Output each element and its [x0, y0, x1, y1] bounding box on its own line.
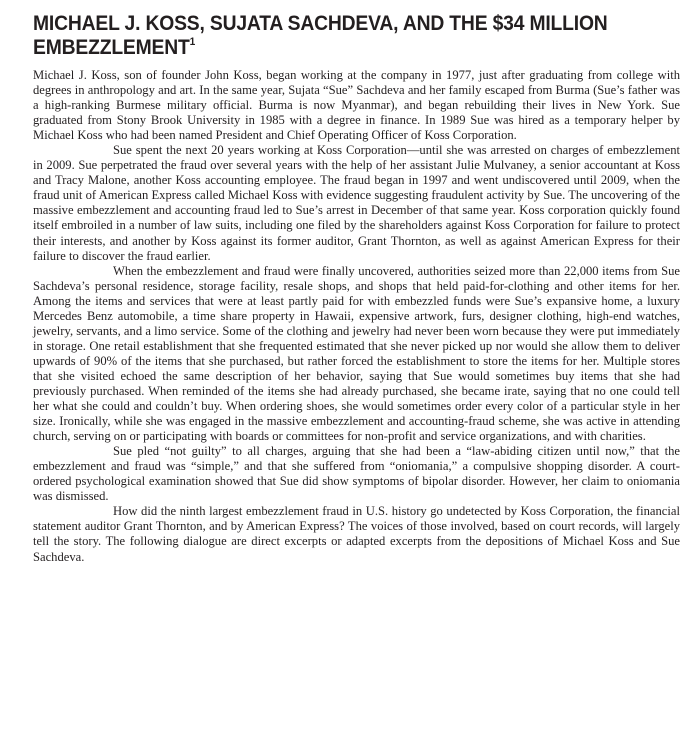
title-text: MICHAEL J. KOSS, SUJATA SACHDEVA, AND THE $34 MILLION EMBEZZLEMENT: [33, 12, 608, 59]
paragraph-2: Sue spent the next 20 years working at Koss Corporation—until she was arrested on charges of embezzlement in 2009. Sue perpetrated the fraud over several years with the help of her assistant Julie Mulvaney, a senior accountant at Koss and Tracy Malone, another Koss accounting employee. The fraud began in 1997 and went undiscovered until 2009, when the fraud unit of American Express called Michael Koss with evidence suggesting fraudulent activity by Sue. The uncovering of the massive embezzlement and accounting fraud led to Sue’s arrest in December of that same year. Koss corporation quickly found itself embroiled in a number of law suits, including one filed by the shareholders against Koss Corporation for failure to protect their interests, and another by Koss against its former auditor, Grant Thornton, as well as against American Express for their failure to discover the fraud earlier.: [33, 143, 680, 263]
paragraph-4: Sue pled “not guilty” to all charges, arguing that she had been a “law-abiding citizen until now,” that the embezzlement and fraud was “simple,” and that she suffered from “oniomania,” a compulsive shopping disorder. A court-ordered psychological examination showed that Sue did show symptoms of bipolar disorder. However, her claim to oniomania was dismissed.: [33, 444, 680, 504]
paragraph-5: How did the ninth largest embezzlement fraud in U.S. history go undetected by Koss Corporation, the financial statement auditor Grant Thornton, and by American Express? The voices of those involved, based on court records, will largely tell the story. The following dialogue are direct excerpts or adapted excerpts from the depositions of Michael Koss and Sue Sachdeva.: [33, 504, 680, 564]
page-title: [33, 12, 668, 60]
title-footnote-marker: 1: [189, 36, 196, 48]
article-body: [33, 68, 680, 565]
paragraph-1: Michael J. Koss, son of founder John Koss, began working at the company in 1977, just after graduating from college with degrees in anthropology and art. In the same year, Sujata “Sue” Sachdeva and her family escaped from Burma (Sue’s father was a high-ranking Burmese military official. Burma is now Myanmar), and began rebuilding their lives in New York. Sue graduated from Stony Brook University in 1985 with a degree in finance. In 1989 Sue was hired as a temporary helper by Michael Koss who had been named President and Chief Operating Officer of Koss Corporation.: [33, 68, 680, 143]
paragraph-3: When the embezzlement and fraud were finally uncovered, authorities seized more than 22,000 items from Sue Sachdeva’s personal residence, storage facility, resale shops, and shops that held paid-for-clothing and other items for her. Among the items and services that were at least partly paid for with embezzled funds were Sue’s expansive home, a luxury Mercedes Benz automobile, a time share property in Hawaii, expensive artwork, furs, designer clothing, high-end watches, jewelry, servants, and a limo service. Some of the clothing and jewelry had never been worn because they were put immediately in storage. One retail establishment that she frequented estimated that she never picked up nor would she allow them to deliver upwards of 90% of the items that she purchased, but rather forced the establishment to store the items for her. Multiple stores that she visited echoed the same description of her behavior, saying that Sue would sometimes buy items that she had previously purchased. When reminded of the items she had already purchased, she became irate, saying that no one could tell her what she could and couldn’t buy. When ordering shoes, she would sometimes order every color of a particular style in her size. Ironically, while she was engaged in the massive embezzlement and accounting-fraud scheme, she was active in attending church, serving on or participating with boards or committees for non-profit and service organizations, and with charities.: [33, 263, 680, 444]
